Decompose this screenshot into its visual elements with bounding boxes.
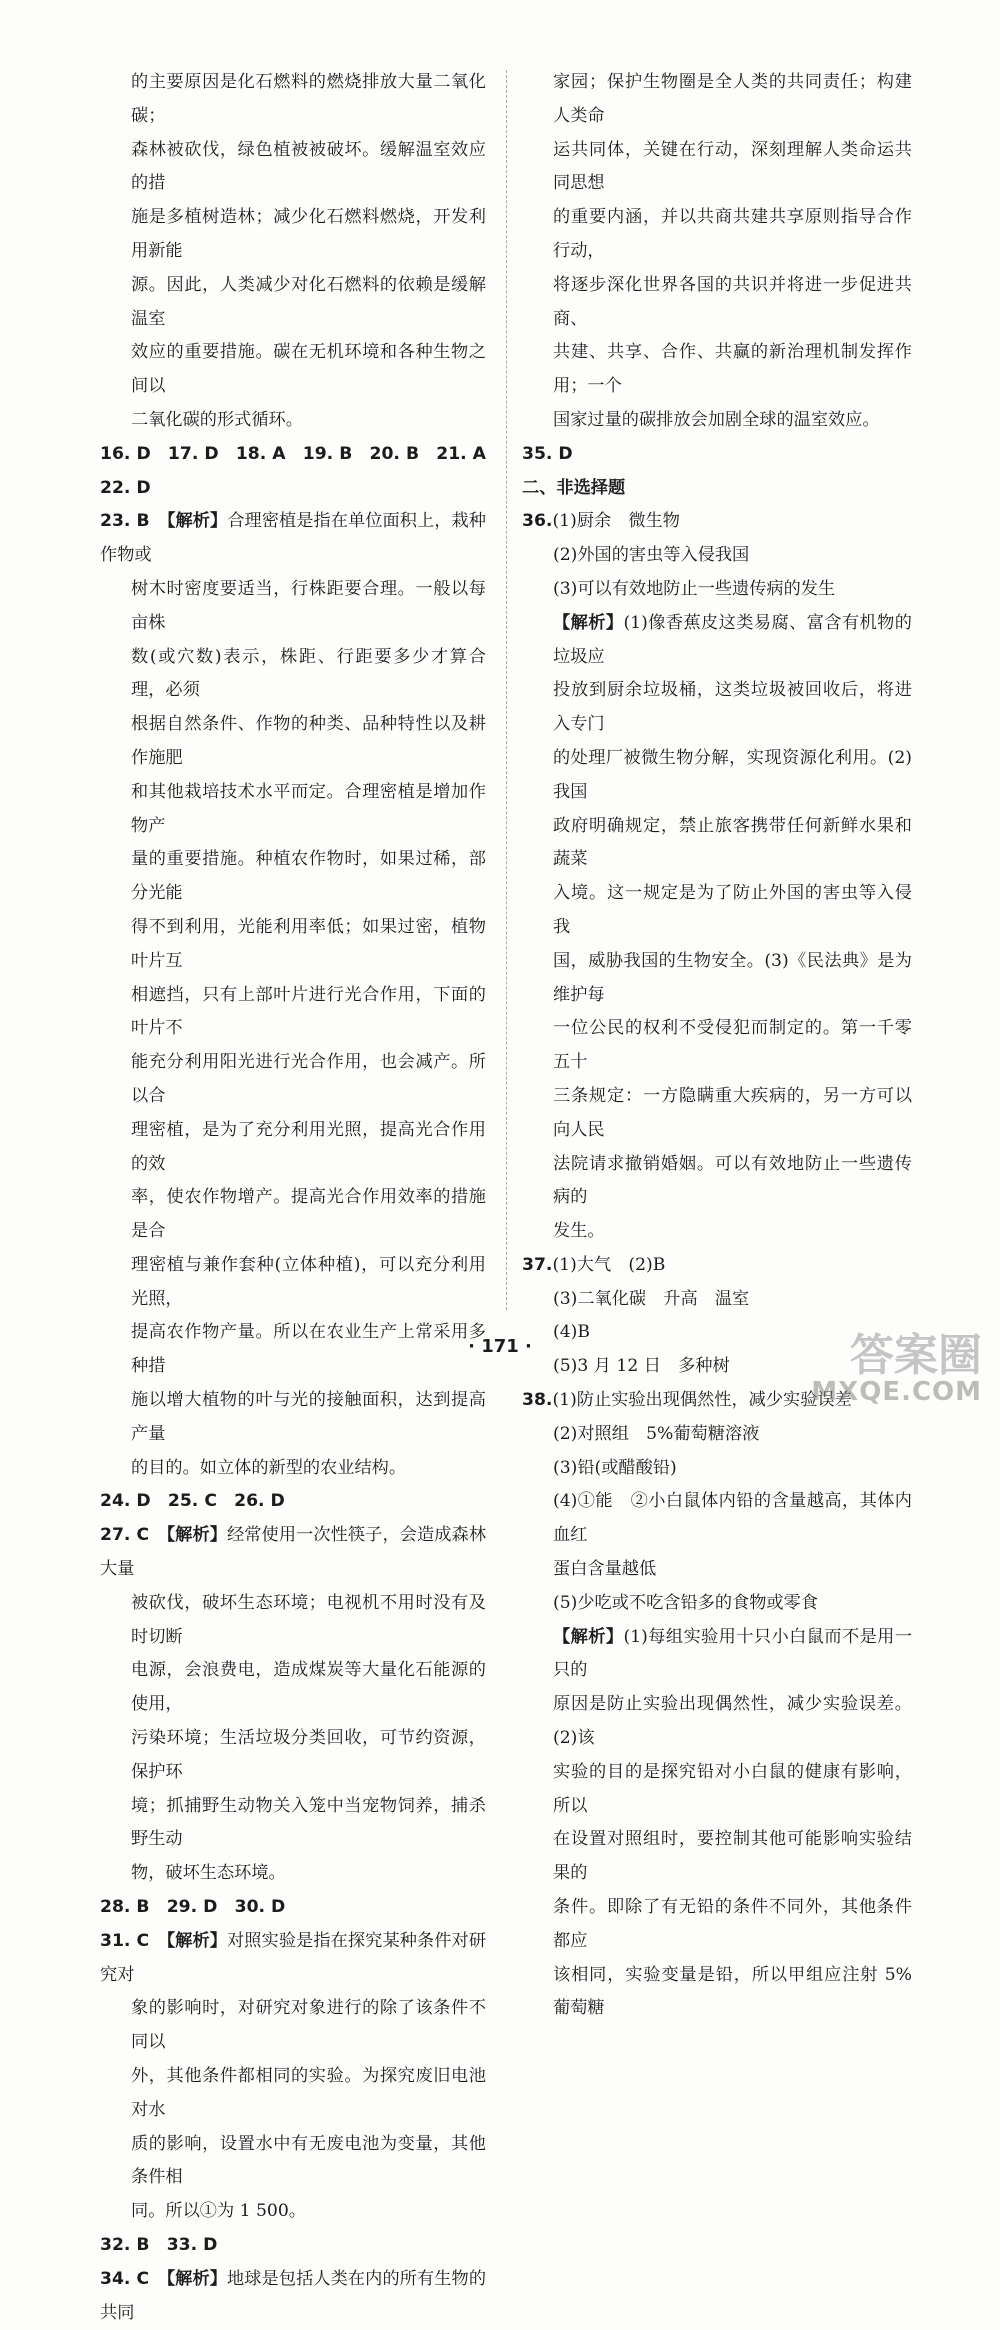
text-line: 国，威胁我国的生物安全。(3)《民法典》是为维护每 xyxy=(553,950,912,1005)
text-line: 经常使用一次性筷子，会造成森林大量 xyxy=(100,1525,487,1580)
answer-line: 蛋白含量越低 xyxy=(553,1559,657,1580)
text-line: 施是多植树造林；减少化石燃料燃烧，开发利用新能 xyxy=(131,207,486,261)
watermark-logo: 答案圈 xyxy=(850,1330,982,1381)
text-line: 法院请求撤销婚姻。可以有效地防止一些遗传病的 xyxy=(553,1153,912,1208)
text-line: 外，其他条件都相同的实验。为探究废旧电池对水 xyxy=(131,2066,486,2120)
question-number: 27. C xyxy=(100,1525,167,1546)
text-line: 入境。这一规定是为了防止外国的害虫等入侵我 xyxy=(553,883,912,937)
answer-35: 35. D xyxy=(522,443,573,464)
answers-24-26: 24. D 25. C 26. D xyxy=(100,1491,285,1512)
text-line: 实验的目的是探究铅对小白鼠的健康有影响，所以 xyxy=(553,1761,912,1816)
text-line: 原因是防止实验出现偶然性，减少实验误差。(2)该 xyxy=(553,1694,912,1749)
answer-line: (3)可以有效地防止一些遗传病的发生 xyxy=(553,578,836,599)
watermark-site: MXQE.COM xyxy=(811,1377,982,1407)
section-title: 二、非选择题 xyxy=(522,477,626,498)
text-line: 一位公民的权利不受侵犯而制定的。第一千零五十 xyxy=(553,1018,912,1073)
text-line: 投放到厨余垃圾桶，这类垃圾被回收后，将进入专门 xyxy=(553,680,912,735)
question-number: 37. xyxy=(522,1254,553,1275)
text-line: 根据自然条件、作物的种类、品种特性以及耕作施肥 xyxy=(131,714,486,768)
text-line: 施以增大植物的叶与光的接触面积，达到提高产量 xyxy=(131,1390,486,1444)
answer-line: (3)铅(或醋酸铅) xyxy=(553,1457,677,1478)
text-line: 的重要内涵，并以共商共建共享原则指导合作行动， xyxy=(553,207,912,261)
question-number: 34. C xyxy=(100,2268,167,2289)
text-line: (1)每组实验用十只小白鼠而不是用一只的 xyxy=(553,1626,912,1681)
text-line: 运共同体，关键在行动，深刻理解人类命运共同思想 xyxy=(553,139,912,194)
right-column xyxy=(522,66,912,2026)
answer-line: (1)大气 (2)B xyxy=(552,1254,666,1275)
text-line: 地球是包括人类在内的所有生物的共同 xyxy=(100,2268,487,2323)
text-line: 理密植与兼作套种(立体种植)，可以充分利用光照， xyxy=(131,1254,486,1309)
analysis-tag: 【解析】 xyxy=(166,511,228,532)
text-line: 国家过量的碳排放会加剧全球的温室效应。 xyxy=(553,409,880,430)
text-line: 源。因此，人类减少对化石燃料的依赖是缓解温室 xyxy=(131,274,486,329)
text-line: 政府明确规定，禁止旅客携带任何新鲜水果和蔬菜 xyxy=(553,815,912,870)
text-line: 被砍伐，破坏生态环境；电视机不用时没有及时切断 xyxy=(131,1592,486,1647)
question-31 xyxy=(100,1925,486,2229)
text-line: 合理密植是指在单位面积上，栽种作物或 xyxy=(100,511,486,566)
text-line: 和其他栽培技术水平而定。合理密植是增加作物产 xyxy=(131,781,486,836)
page-number: · 171 · xyxy=(468,1336,532,1357)
text-line: 该相同，实验变量是铅，所以甲组应注射 5%葡萄糖 xyxy=(553,1964,912,2019)
text-line: 发生。 xyxy=(553,1221,605,1242)
analysis-tag: 【解析】 xyxy=(553,612,624,633)
answers-28-30: 28. B 29. D 30. D xyxy=(100,1897,286,1918)
text-line: 效应的重要措施。碳在无机环境和各种生物之间以 xyxy=(131,342,486,397)
text-line: 同。所以①为 1 500。 xyxy=(131,2201,306,2222)
text-line: 森林被砍伐，绿色植被被破坏。缓解温室效应的措 xyxy=(131,139,486,194)
answer-line: (5)3 月 12 日 多种树 xyxy=(553,1356,730,1377)
question-34 xyxy=(100,2263,486,2330)
analysis-tag: 【解析】 xyxy=(166,1930,227,1951)
text-line: 境；抓捕野生动物关入笼中当宠物饲养，捕杀野生动 xyxy=(131,1795,486,1850)
column-divider xyxy=(506,70,507,1310)
text-line: (1)像香蕉皮这类易腐、富含有机物的垃圾应 xyxy=(553,612,912,667)
text-line: 家园；保护生物圈是全人类的共同责任；构建人类命 xyxy=(553,72,912,126)
text-line: 的目的。如立体的新型的农业结构。 xyxy=(131,1457,407,1478)
text-line: 将逐步深化世界各国的共识并将进一步促进共商、 xyxy=(553,274,912,329)
text-line: 能充分利用阳光进行光合作用，也会减产。所以合 xyxy=(131,1052,486,1106)
answers-32-33: 32. B 33. D xyxy=(100,2235,218,2255)
text-line: 象的影响时，对研究对象进行的除了该条件不同以 xyxy=(131,1998,486,2053)
analysis-tag: 【解析】 xyxy=(166,2268,227,2289)
question-number: 38. xyxy=(522,1390,553,1411)
text-line: 树木时密度要适当，行株距要合理。一般以每亩株 xyxy=(131,578,486,633)
watermark xyxy=(811,1319,982,1407)
text-line: 对照实验是指在探究某种条件对研究对 xyxy=(100,1930,487,1985)
text-line: 物，破坏生态环境。 xyxy=(131,1863,286,1884)
analysis-tag: 【解析】 xyxy=(166,1525,227,1546)
text-line: 相遮挡，只有上部叶片进行光合作用，下面的叶片不 xyxy=(131,984,486,1039)
text-line: 量的重要措施。种植农作物时，如果过稀，部分光能 xyxy=(131,849,486,904)
answer-line: (3)二氧化碳 升高 温室 xyxy=(553,1288,750,1309)
text-line: 理密植，是为了充分利用光照，提高光合作用的效 xyxy=(131,1119,486,1174)
answer-line: (5)少吃或不吃含铅多的食物或零食 xyxy=(553,1592,818,1613)
text-line: 数(或穴数)表示，株距、行距要多少才算合理，必须 xyxy=(131,646,486,701)
text-line: 的处理厂被微生物分解，实现资源化利用。(2)我国 xyxy=(553,747,912,802)
answers-16-22: 16. D 17. D 18. A 19. B 20. B 21. A 22. D xyxy=(100,443,504,498)
text-line: 污染环境；生活垃圾分类回收，可节约资源，保护环 xyxy=(131,1728,486,1782)
question-number: 31. C xyxy=(100,1930,167,1951)
analysis-tag: 【解析】 xyxy=(553,1626,624,1647)
text-line: 电源，会浪费电，造成煤炭等大量化石能源的使用， xyxy=(131,1660,486,1715)
question-number: 23. B xyxy=(100,511,167,532)
answer-line: (1)厨余 微生物 xyxy=(552,511,680,532)
answer-line: (1)防止实验出现偶然性，减少实验误差 xyxy=(552,1390,852,1411)
question-38 xyxy=(522,1384,912,2026)
answer-line: (4)①能 ②小白鼠体内铅的含量越高，其体内血红 xyxy=(553,1491,912,1546)
answer-line: (2)对照组 5%葡萄糖溶液 xyxy=(553,1423,760,1444)
intro-paragraph xyxy=(100,66,486,438)
question-36 xyxy=(522,505,912,1249)
text-line: 在设置对照组时，要控制其他可能影响实验结果的 xyxy=(553,1829,912,1884)
question-27 xyxy=(100,1519,486,1891)
text-line: 共建、共享、合作、共赢的新治理机制发挥作用；一个 xyxy=(553,342,912,397)
answer-line: (2)外国的害虫等入侵我国 xyxy=(553,545,750,566)
text-line: 条件。即除了有无铅的条件不同外，其他条件都应 xyxy=(553,1897,912,1951)
answer-line: (4)B xyxy=(553,1322,590,1343)
text-line: 率，使农作物增产。提高光合作用效率的措施是合 xyxy=(131,1187,486,1242)
text-line: 提高农作物产量。所以在农业生产上常采用多种措 xyxy=(131,1322,486,1377)
text-line: 三条规定：一方隐瞒重大疾病的，另一方可以向人民 xyxy=(553,1085,912,1140)
text-line: 的主要原因是化石燃料的燃烧排放大量二氧化碳； xyxy=(131,72,486,126)
text-line: 质的影响，设置水中有无废电池为变量，其他条件相 xyxy=(131,2133,486,2188)
text-line: 二氧化碳的形式循环。 xyxy=(131,409,303,430)
text-line: 得不到利用，光能利用率低；如果过密，植物叶片互 xyxy=(131,916,486,971)
question-34-continued xyxy=(522,66,912,438)
question-number: 36. xyxy=(522,511,553,532)
